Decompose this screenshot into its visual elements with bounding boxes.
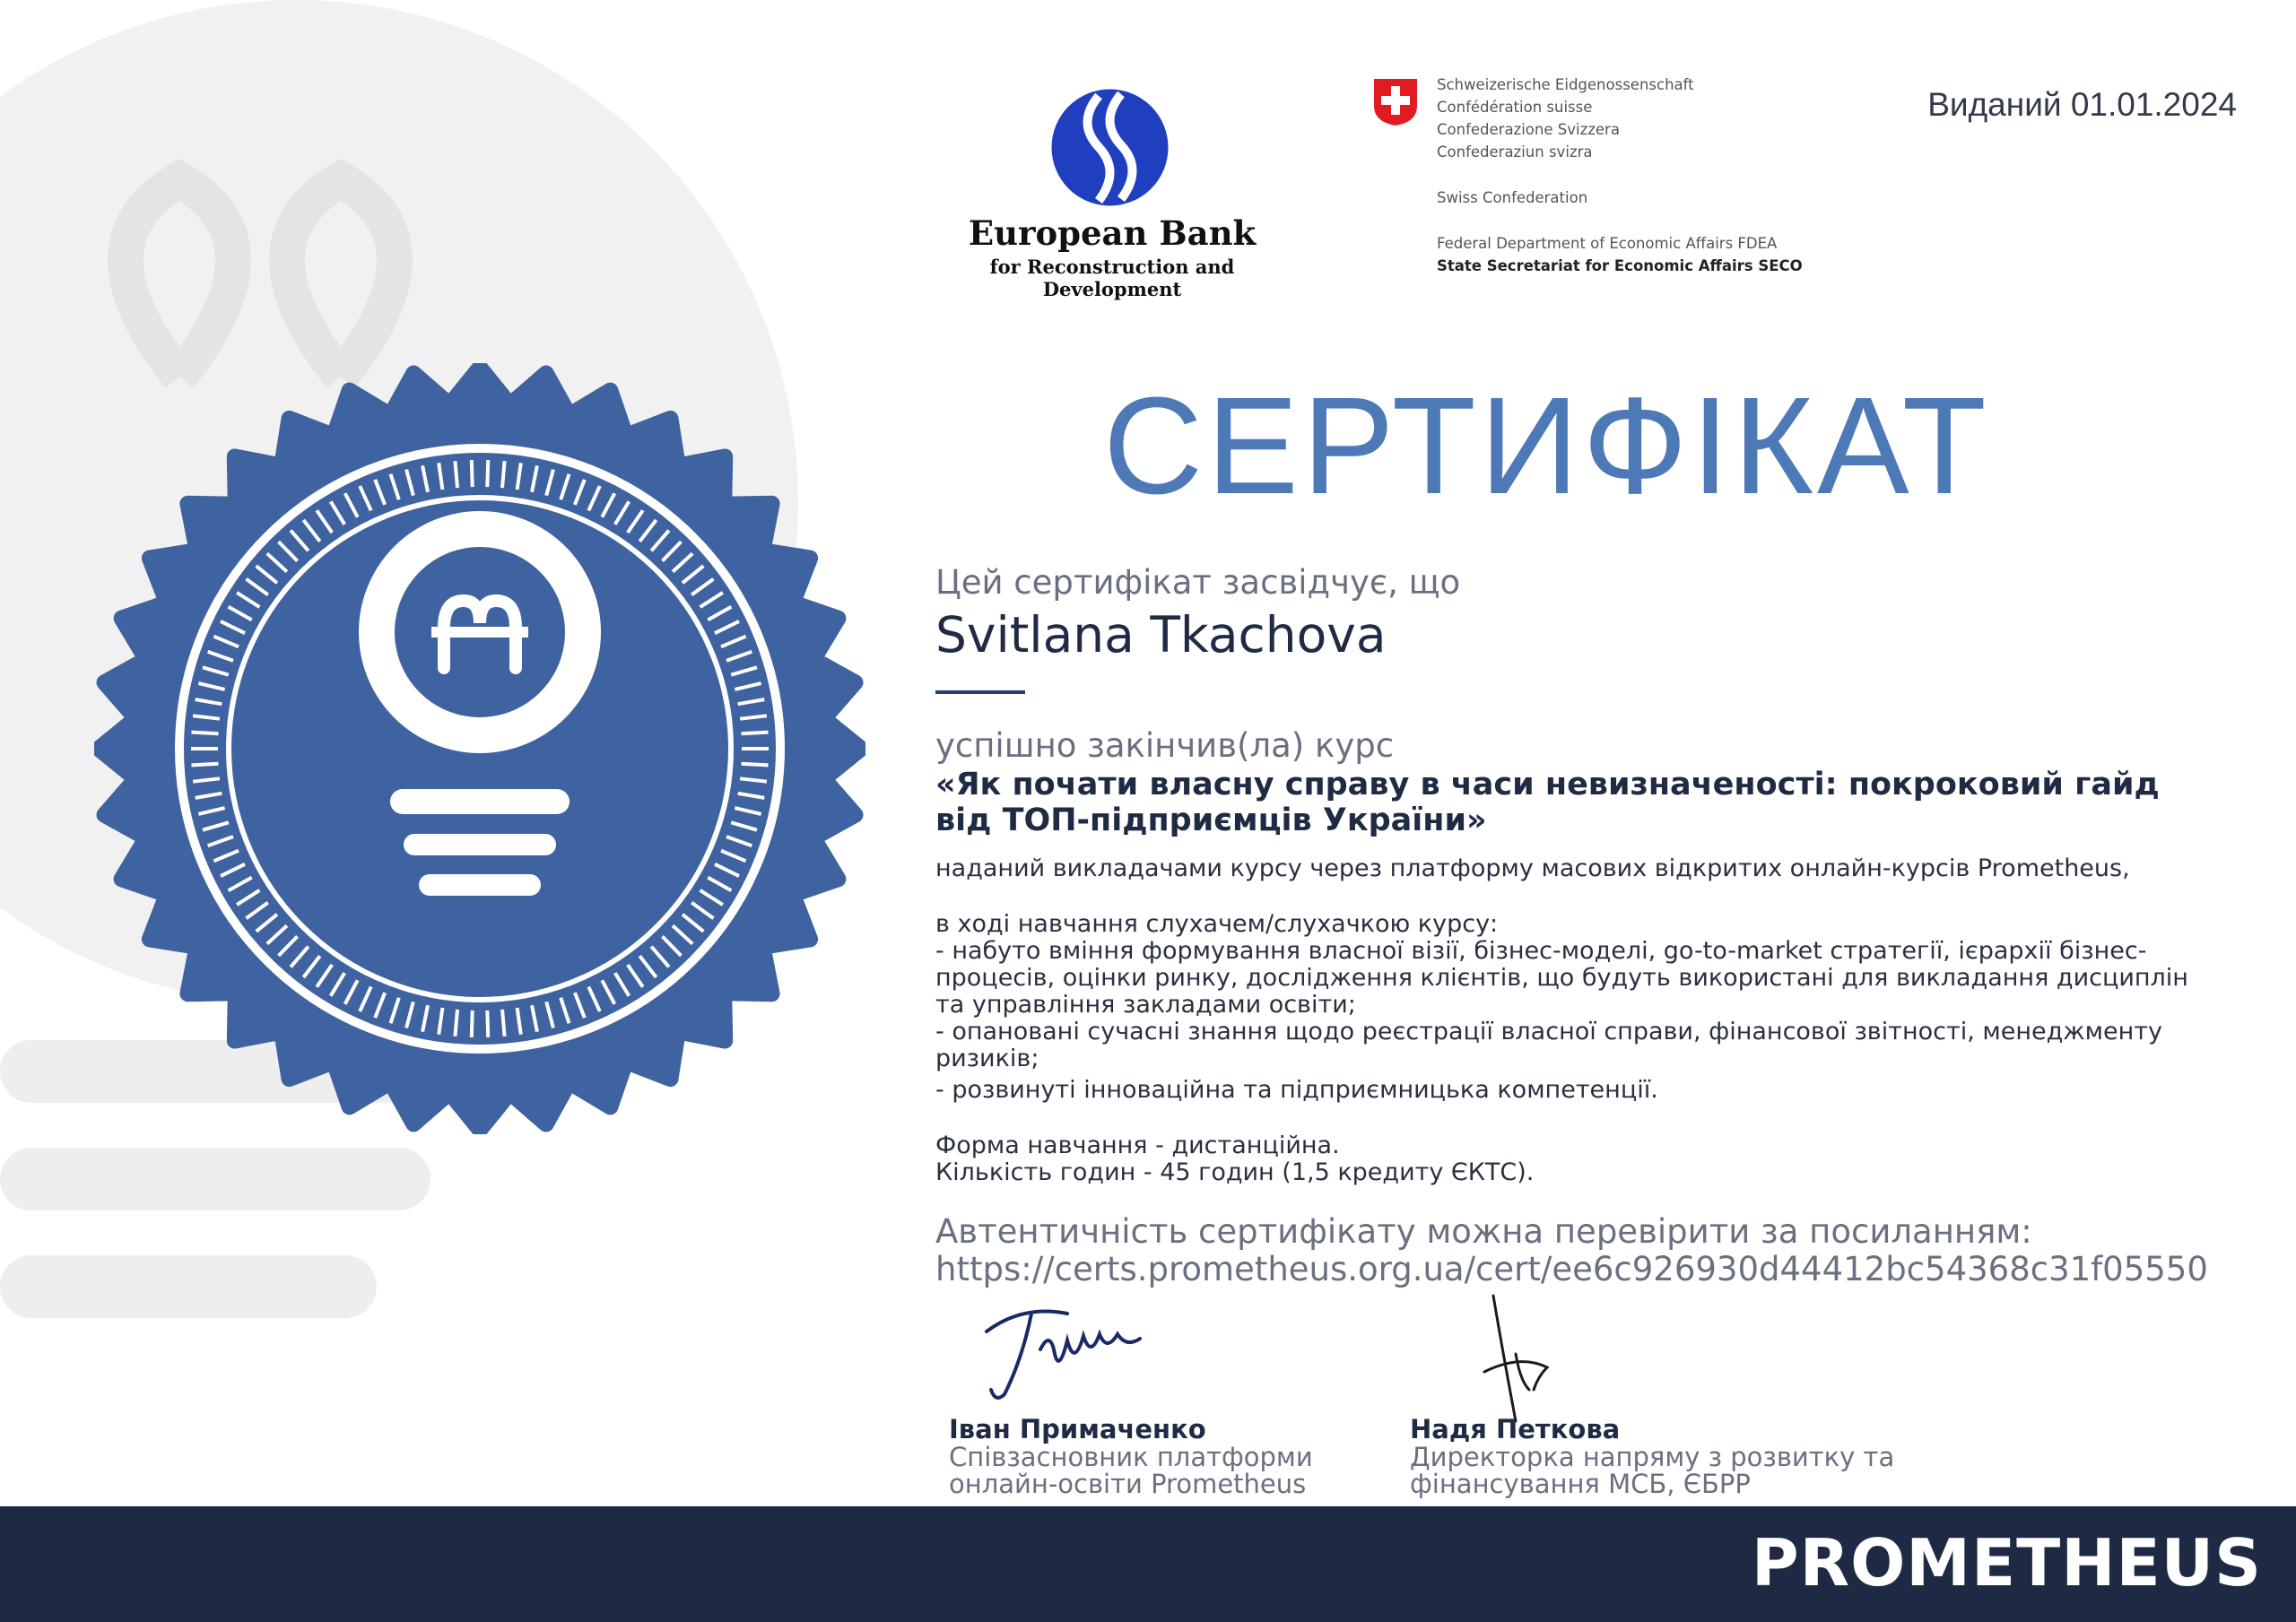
prometheus-logo: PROMETHEUS	[1751, 1525, 2262, 1600]
verify-label: Автентичність сертифікату можна перевірити за посиланням:	[935, 1212, 2032, 1251]
ebrd-logo	[924, 82, 1300, 300]
lightbulb-seal-icon	[94, 363, 865, 1134]
issue-date: Виданий 01.01.2024	[1927, 86, 2237, 123]
swiss-seco: State Secretariat for Economic Affairs SECO	[1437, 257, 1803, 274]
ebrd-name: European Bank	[968, 213, 1257, 253]
ebrd-emblem-icon	[1049, 87, 1170, 208]
recipient-name: Svitlana Tkachova	[935, 606, 1387, 664]
provided-text: наданий викладачами курсу через платформу масових відкритих онлайн-курсів Prometheus,	[935, 854, 2130, 882]
course-title: «Як почати власну справу в часи невизначеності: покроковий гайд від ТОП-підприємців України»	[935, 767, 2160, 838]
study-form: Форма навчання - дистанційна.	[935, 1132, 1340, 1159]
course-hours: Кількість годин - 45 годин (1,5 кредиту ЄКТС).	[935, 1158, 1535, 1186]
certificate-title: СЕРТИФІКАТ	[1103, 369, 1990, 523]
skill-item: - опановані сучасні знання щодо реєстрації власної справи, фінансової звітності, менеджменту ризиків;	[935, 1018, 2162, 1072]
swiss-languages: Schweizerische Eidgenossenschaft Confédération suisse Confederazione Svizzera Confederaziun svizra	[1437, 76, 1694, 160]
swiss-confederation-label: Swiss Confederation	[1437, 189, 1588, 206]
signer-role: Співзасновник платформи онлайн-освіти Prometheus	[949, 1442, 1313, 1499]
swiss-flag-icon	[1372, 77, 1419, 127]
swiss-department: Federal Department of Economic Affairs FDEA	[1437, 235, 1778, 252]
signature-primachenko	[978, 1296, 1148, 1412]
certifies-text: Цей сертифікат засвідчує, що	[935, 563, 1461, 602]
signer-name: Надя Петкова	[1410, 1414, 1621, 1444]
verify-url-link[interactable]: https://certs.prometheus.org.ua/cert/ee6c926930d44412bc54368c31f05550	[935, 1250, 2208, 1288]
ebrd-subtitle: for Reconstruction and Development	[989, 256, 1235, 300]
signer-name: Іван Примаченко	[949, 1414, 1206, 1444]
skill-item: - набуто вміння формування власної візії, бізнес-моделі, go-to-market стратегії, ієрархії бізнес- процесів, оцінки ринку, дослідження клієнтів, що будуть використані для викладання дисциплін та управління закладами освіти;	[935, 937, 2188, 1019]
signer-role: Директорка напряму з розвитку та фінансування МСБ, ЄБРР	[1410, 1442, 1895, 1499]
swiss-confederation-logo	[1372, 74, 1839, 280]
completed-text: успішно закінчив(ла) курс	[935, 726, 1395, 765]
skill-item: - розвинуті інноваційна та підприємницька компетенції.	[935, 1076, 1658, 1104]
signature-petkova	[1466, 1291, 1574, 1435]
skills-intro: в ході навчання слухачем/слухачкою курсу:	[935, 910, 1499, 938]
name-underline	[935, 690, 1025, 694]
footer-bar	[0, 1506, 2296, 1622]
